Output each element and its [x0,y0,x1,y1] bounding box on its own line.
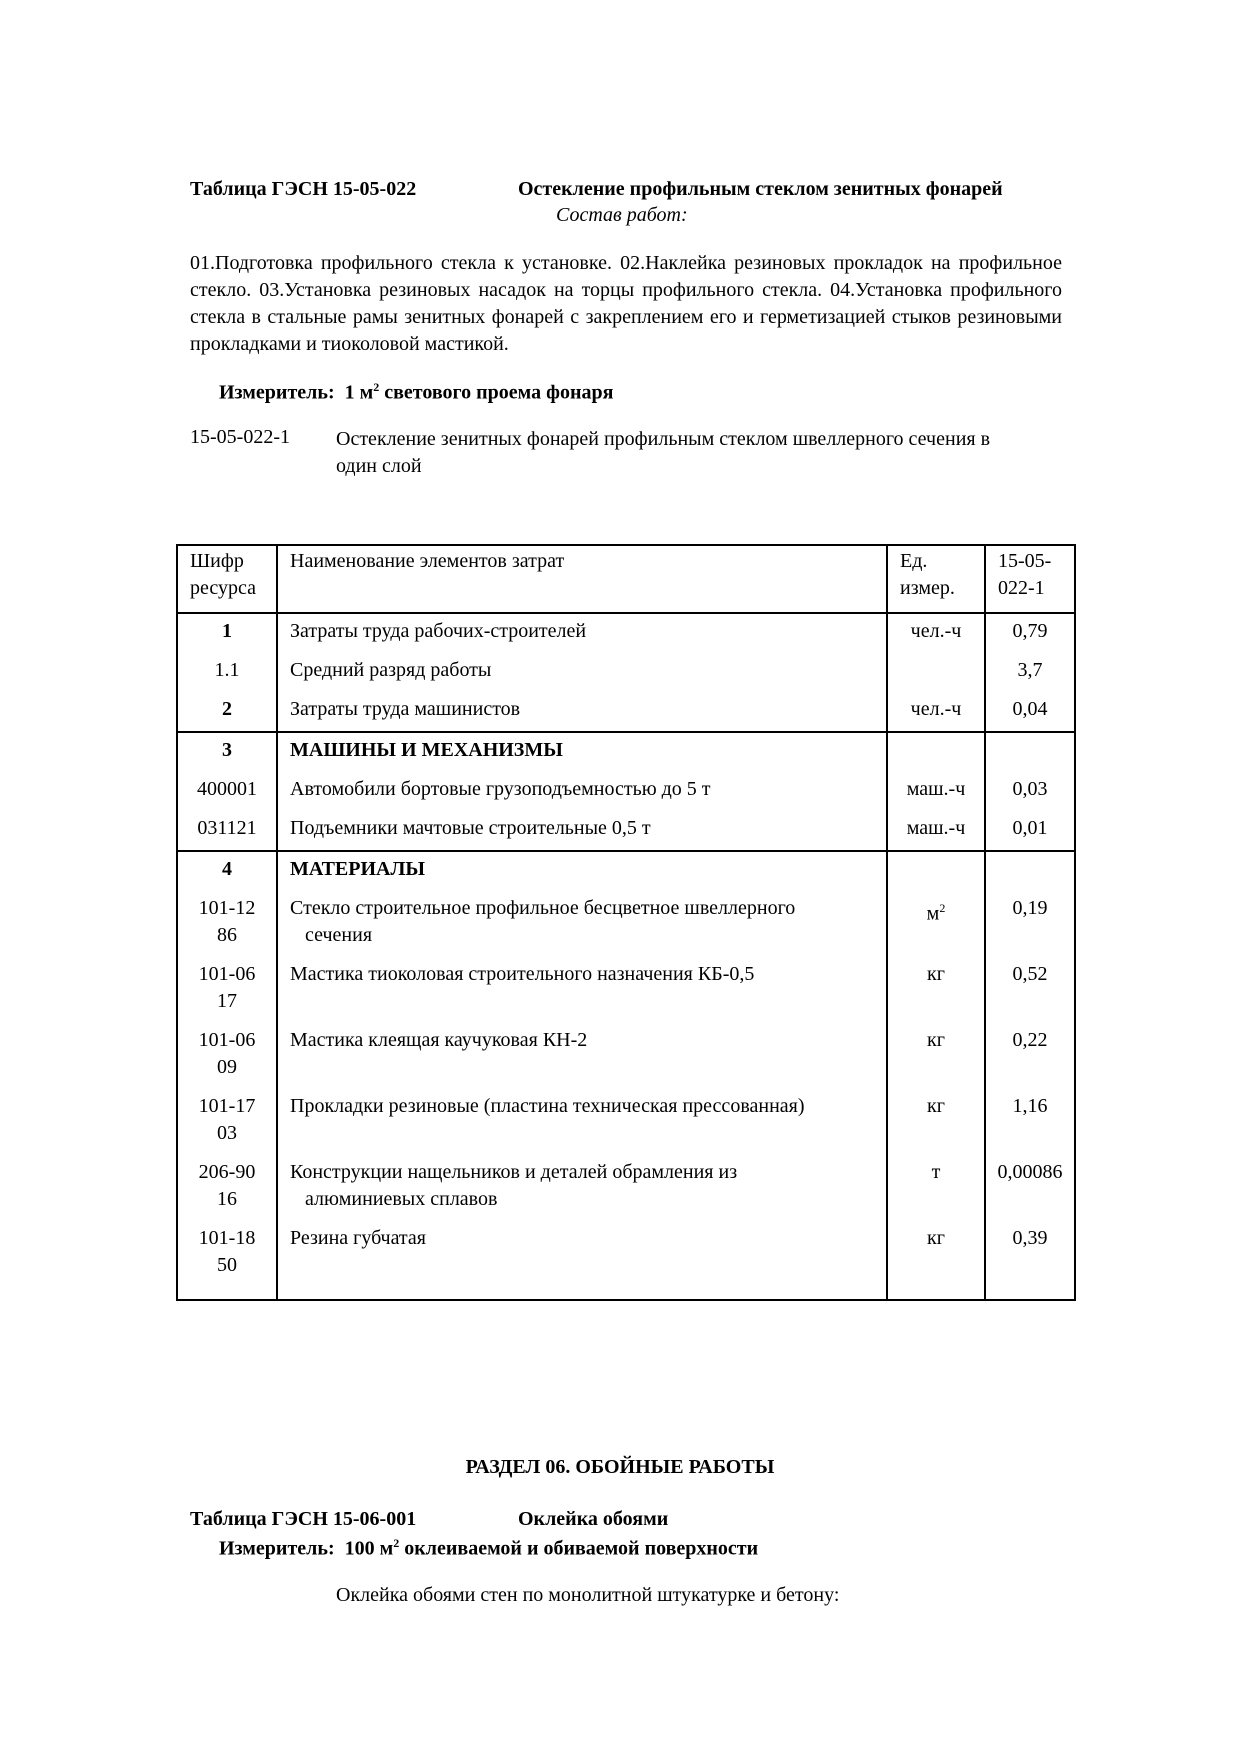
row-value-text: 0,22 [1012,1029,1048,1051]
row-code-text: 101-0617 [198,963,256,1012]
row-unit-text: маш.-ч [906,778,966,800]
row-value-text: 0,01 [1012,817,1048,839]
row-unit-text: маш.-ч [906,817,966,839]
row-name [277,889,887,955]
row-value [985,770,1075,809]
row-value [985,1219,1075,1300]
row-value [985,809,1075,851]
row-code [177,613,277,651]
row-code-text: 101-1286 [198,897,256,946]
row-name-text: Резина губчатая [290,1227,426,1249]
row-value-text: 0,03 [1012,778,1048,800]
table-row [177,1219,1075,1300]
row-name [277,1021,887,1087]
row-name [277,1153,887,1219]
row-name [277,851,887,889]
table-row [177,809,1075,851]
section-meter-sup: 2 [393,1536,400,1550]
row-unit [887,690,985,732]
row-unit [887,955,985,1021]
row-value-text: 3,7 [1017,659,1043,681]
row-code [177,1219,277,1300]
row-name [277,1219,887,1300]
row-unit [887,770,985,809]
row-unit [887,809,985,851]
row-value-text: 0,39 [1012,1227,1048,1249]
row-name [277,1087,887,1153]
row-code [177,1087,277,1153]
row-name-continuation: алюминиевых сплавов [305,1188,498,1210]
row-code-text: 206-9016 [198,1161,256,1210]
row-value [985,1153,1075,1219]
table-row [177,851,1075,889]
section-table-title: Оклейка обоями [518,1508,669,1530]
composition-heading: Состав работ: [556,204,688,226]
row-value [985,851,1075,889]
row-value-text: 1,16 [1012,1095,1048,1117]
row-code [177,690,277,732]
row-unit [887,1153,985,1219]
section-meter-value: 100 м [344,1537,394,1560]
row-value-text: 0,79 [1012,620,1048,642]
row-code [177,809,277,851]
meter-label: Измеритель: [219,381,335,404]
table-row [177,955,1075,1021]
row-unit [887,651,985,690]
table-row [177,651,1075,690]
row-name-text: Автомобили бортовые грузоподъемностью до 5 т [290,778,711,800]
row-unit-sup: 2 [939,901,946,915]
section-table-label: Таблица ГЭСН 15-06-001 [190,1508,417,1530]
row-code-text: 3 [222,739,232,761]
row-unit [887,732,985,770]
row-code [177,651,277,690]
row-name-text: Мастика тиоколовая строительного назначения КБ-0,5 [290,963,755,985]
row-unit-text: кг [927,963,945,985]
section-meter-label: Измеритель: [219,1537,335,1560]
norm-text: Остекление зенитных фонарей профильным стеклом швеллерного сечения в один слой [336,428,991,477]
meter-sup: 2 [373,380,380,394]
row-name [277,809,887,851]
row-value [985,955,1075,1021]
header-norm: 15-05-022-1 [985,545,1075,613]
header-name: Наименование элементов затрат [277,545,887,613]
composition-text: 01.Подготовка профильного стекла к установке. 02.Наклейка резиновых прокладок на профильное стекло. 03.Установка резиновых насадок на торцы профильного стекла. 04.Установка профильного стекла в стальные рамы зенитных фонарей с закреплением его и герметизацией стыков резиновыми прокладками и тиоколовой мастикой. [190,252,1062,355]
row-name [277,613,887,651]
row-code-text: 1.1 [214,659,240,681]
meter-rest: светового проема фонаря [384,381,614,404]
row-code [177,889,277,955]
row-code-text: 101-1850 [198,1227,256,1276]
row-value [985,1021,1075,1087]
row-code [177,770,277,809]
row-name-text: МАШИНЫ И МЕХАНИЗМЫ [290,739,563,761]
row-value [985,732,1075,770]
table-header-row [177,545,1075,613]
row-name [277,955,887,1021]
row-unit [887,1021,985,1087]
row-code [177,955,277,1021]
row-name-continuation: сечения [305,924,373,946]
row-name-text: Подъемники мачтовые строительные 0,5 т [290,817,651,839]
row-name-text: Стекло строительное профильное бесцветное швеллерного [290,897,796,919]
row-unit [887,613,985,651]
row-value-text: 0,04 [1012,698,1048,720]
header-unit: Ед. измер. [887,545,985,613]
header-code: Шифр ресурса [177,545,277,613]
row-code-text: 101-1703 [198,1095,256,1144]
row-value-text: 0,52 [1012,963,1048,985]
row-value-text: 0,00086 [997,1161,1063,1183]
resource-table [176,544,1076,1301]
row-unit [887,889,985,955]
row-name-text: Конструкции нащельников и деталей обрамления из [290,1161,738,1183]
row-code-text: 1 [222,620,232,642]
row-value [985,651,1075,690]
section-meter-line [219,1536,758,1561]
row-unit-text: кг [927,1095,945,1117]
section-heading: РАЗДЕЛ 06. ОБОЙНЫЕ РАБОТЫ [465,1456,775,1478]
row-value [985,889,1075,955]
table-row [177,770,1075,809]
row-value [985,1087,1075,1153]
row-name-text: Затраты труда машинистов [290,698,521,720]
table-row [177,613,1075,651]
row-code [177,1153,277,1219]
row-unit [887,1219,985,1300]
row-value-text: 0,19 [1012,897,1048,919]
table-label: Таблица ГЭСН 15-05-022 [190,178,417,200]
row-value [985,613,1075,651]
row-code-text: 4 [222,858,232,880]
row-value [985,690,1075,732]
row-code-text: 400001 [197,778,257,800]
row-unit-text: чел.-ч [910,620,962,642]
row-unit-text: м [926,902,940,925]
row-name-text: МАТЕРИАЛЫ [290,858,425,880]
row-name [277,651,887,690]
section-meter-rest: оклеиваемой и обиваемой поверхности [404,1537,759,1560]
row-unit-text: т [931,1161,941,1183]
row-name [277,690,887,732]
row-unit-text: чел.-ч [910,698,962,720]
table-row [177,732,1075,770]
table-row [177,1021,1075,1087]
norm-code: 15-05-022-1 [190,426,290,448]
row-code-text: 101-0609 [198,1029,256,1078]
row-name-text: Затраты труда рабочих-строителей [290,620,587,642]
table-row [177,690,1075,732]
row-unit-text: кг [927,1029,945,1051]
row-unit [887,1087,985,1153]
meter-value: 1 м [344,381,374,404]
row-code [177,1021,277,1087]
row-name-text: Средний разряд работы [290,659,492,681]
table-title: Остекление профильным стеклом зенитных фонарей [518,178,1003,200]
row-code-text: 2 [222,698,232,720]
row-unit [887,851,985,889]
table-row [177,1153,1075,1219]
row-name [277,732,887,770]
row-code [177,732,277,770]
meter-line [219,380,613,405]
row-code-text: 031121 [197,817,257,839]
table-row [177,889,1075,955]
row-unit-text: кг [927,1227,945,1249]
row-name-text: Мастика клеящая каучуковая КН-2 [290,1029,588,1051]
row-name [277,770,887,809]
row-name-text: Прокладки резиновые (пластина техническая прессованная) [290,1095,805,1117]
section-subtitle: Оклейка обоями стен по монолитной штукатурке и бетону: [336,1584,840,1606]
row-code [177,851,277,889]
table-row [177,1087,1075,1153]
